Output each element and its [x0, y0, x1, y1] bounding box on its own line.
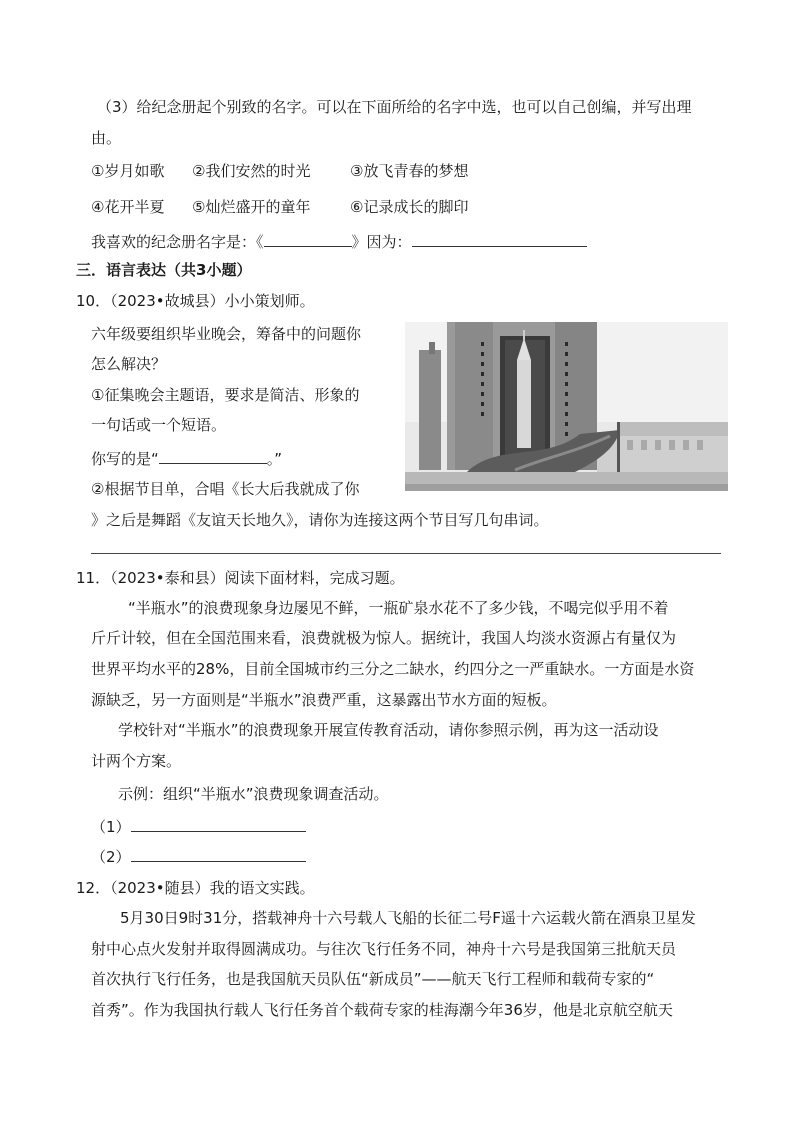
option-2: ②我们安然的时光	[192, 162, 311, 180]
option-6: ⑥记录成长的脚印	[350, 198, 469, 216]
q10-line2: 怎么解决？	[91, 355, 167, 373]
q12-line2: 射中心点火发射并取得圆满成功。与往次飞行任务不同，神舟十六号是我国第三批航天员	[91, 940, 677, 958]
favorite-name-blank[interactable]	[264, 230, 352, 247]
q11-para1-line4: 源缺乏，另一方面则是“半瓶水”浪费严重，这暴露出节水方面的短板。	[91, 691, 557, 709]
q11-answer2	[91, 845, 306, 868]
q9-part3-line1: （3）给纪念册起个别致的名字。可以在下面所给的名字中选，也可以自己创编，并写出理	[97, 98, 692, 116]
write-suffix: 。”	[266, 450, 283, 468]
q11-para2-line2: 计两个方案。	[91, 752, 182, 770]
answer2-label: （2）	[91, 848, 131, 866]
q11-answer1	[91, 815, 306, 838]
option-4: ④花开半夏	[91, 198, 165, 216]
q11-para2-line1: 学校针对“半瓶水”的浪费现象开展宣传教育活动，请你参照示例，再为这一活动设	[118, 721, 659, 739]
q10-line4: 一句话或一个短语。	[91, 416, 227, 434]
q10-write-line	[91, 447, 282, 470]
q9-part3-line2: 由。	[91, 129, 122, 147]
launch-tower-photo	[405, 322, 728, 491]
write-prefix: 你写的是“	[91, 450, 159, 468]
q10-line3: ①征集晚会主题语，要求是简洁、形象的	[91, 386, 360, 404]
favorite-mid: 》因为：	[351, 233, 412, 251]
q12-line4: 首秀”。作为我国执行载人飞行任务首个载荷专家的桂海潮今年36岁，他是北京航空航天	[91, 1001, 673, 1019]
q11-para1-line3: 世界平均水平的28%，目前全国城市约三分之二缺水，约四分之一严重缺水。一方面是水资	[91, 660, 695, 678]
reason-blank[interactable]	[412, 230, 587, 247]
q11-para1-line1: “半瓶水”的浪费现象身边屡见不鲜，一瓶矿泉水花不了多少钱，不喝完似乎用不着	[128, 599, 669, 617]
section3-title: 三．语言表达（共3小题）	[76, 261, 252, 279]
q12-line3: 首次执行飞行任务，也是我国航天员队伍“新成员”——航天飞行工程师和载荷专家的“	[91, 970, 655, 988]
option-1: ①岁月如歌	[91, 162, 165, 180]
theme-blank[interactable]	[159, 447, 267, 464]
q11-example: 示例：组织“半瓶水”浪费现象调查活动。	[118, 785, 389, 803]
q12-header: 12．（2023•随县）我的语文实践。	[76, 879, 315, 897]
option-3: ③放飞青春的梦想	[350, 162, 469, 180]
photo-drawing	[405, 322, 728, 491]
option-5: ⑤灿烂盛开的童年	[192, 198, 311, 216]
answer1-label: （1）	[91, 818, 131, 836]
answer1-blank[interactable]	[131, 815, 306, 832]
answer-line[interactable]	[91, 553, 721, 554]
q12-line1: 5月30日9时31分，搭载神舟十六号载人飞船的长征二号F遥十六运载火箭在酒泉卫星发	[120, 909, 696, 927]
q11-para1-line2: 斤斤计较，但在全国范围来看，浪费就极为惊人。据统计，我国人均淡水资源占有量仅为	[91, 629, 677, 647]
answer2-blank[interactable]	[131, 845, 306, 862]
q11-header: 11．（2023•泰和县）阅读下面材料，完成习题。	[76, 569, 405, 587]
q10-line6: ②根据节目单，合唱《长大后我就成了你	[91, 480, 360, 498]
favorite-prefix: 我喜欢的纪念册名字是：《	[91, 233, 264, 251]
q10-header: 10．（2023•故城县）小小策划师。	[76, 292, 315, 310]
q10-line7: 》之后是舞蹈《友谊天长地久》，请你为连接这两个节目写几句串词。	[91, 511, 549, 529]
favorite-name-line	[91, 230, 587, 253]
q10-line1: 六年级要组织毕业晚会，筹备中的问题你	[91, 325, 362, 343]
